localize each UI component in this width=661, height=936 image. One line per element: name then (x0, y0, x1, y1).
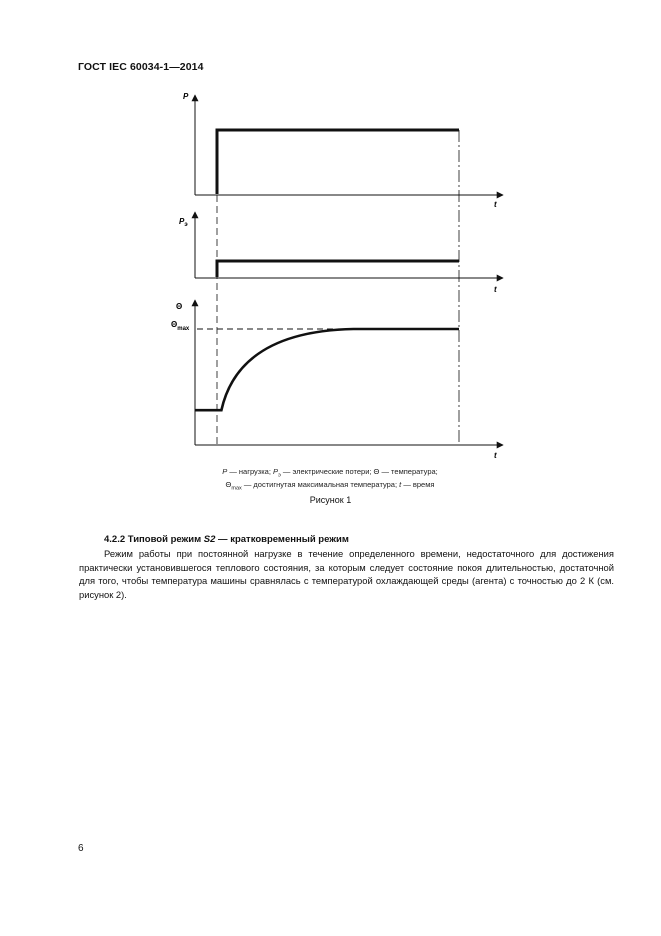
legend-line-1 (120, 467, 540, 479)
legend-line-2 (120, 480, 540, 492)
document-header: ГОСТ IEC 60034-1—2014 (78, 61, 204, 73)
legend-text-time: — время (401, 480, 435, 489)
section-title-name: — кратковременный режим (215, 534, 349, 545)
temperature-curve (195, 329, 459, 410)
legend-symbol-t: t (399, 480, 402, 489)
legend-text-load: — нагрузка; (227, 467, 274, 476)
page-number: 6 (78, 843, 84, 854)
legend-symbol-p: P (222, 467, 228, 476)
pe-axis-label: $P_э$ (179, 217, 188, 228)
legend-symbol-pe: P (273, 467, 279, 476)
t-axis-label-2: t (494, 285, 497, 294)
legend-text-losses: — электрические потери; Θ — температура; (280, 467, 438, 476)
t-axis-label-1: t (494, 200, 497, 209)
section-title-number: 4.2.2 Типовой режим (104, 534, 204, 545)
theta-axis-label: Θ (176, 302, 183, 311)
theta-max-label: $\Theta_{max}$ (171, 320, 190, 332)
legend-symbol-theta: Θ (225, 480, 232, 489)
t-axis-label-3: t (494, 451, 497, 460)
section-title-mode: S2 (203, 534, 216, 545)
section-body-paragraph: Режим работы при постоянной нагрузке в течение определенного времени, недостаточного для достижения практически установившегося теплового состояния, за которым следует состояние покоя длительностью, достаточной для того, чтобы температура машины сравнялась с температурой охлаждающей среды (агента) с точностью до 2 К (см. рисунок 2). (79, 548, 614, 600)
legend-text-max-temp: — достигнутая максимальная температура; (241, 480, 400, 489)
section-title (104, 534, 349, 545)
load-curve (217, 130, 459, 194)
legend-symbol-theta-sub: max (231, 485, 242, 492)
p-axis-label: P (183, 92, 189, 101)
legend-symbol-pe-sub: э (278, 472, 281, 479)
figure-caption: Рисунок 1 (309, 495, 352, 505)
losses-curve (217, 261, 459, 277)
